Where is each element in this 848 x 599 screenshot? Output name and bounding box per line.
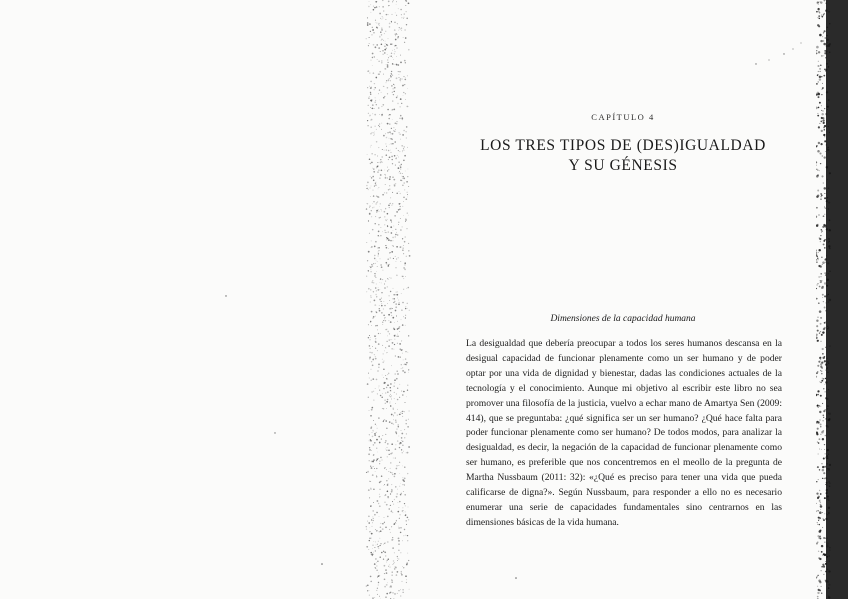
body-paragraph: La desigualdad que debería preocupar a todos los seres humanos descansa en la desigual capacidad de funcionar plenamente como un ser humano y de poder optar por una vida de dignidad y bienestar, dadas las condiciones actuales de la tecnología y el conocimiento. Aunque mi objetivo al escribir este libro no sea promover una filosofía de la justicia, vuelvo a echar mano de Amartya Sen (2009: 414), que se preguntaba: ¿qué significa ser un ser humano? ¿Qué hace falta para poder funcionar plenamente como ser humano? De todos modos, para analizar la desigualdad, es decir, la negación de la capacidad de funcionar plenamente como ser humano, es preferible que nos concentremos en el meollo de la pregunta de Martha Nussbaum (2011: 32): «¿Qué es preciso para tener una vida que pueda calificarse de digna?». Según Nussbaum, para responder a ello no es necesario enumerar una serie de capacidades fundamentales sino centrarnos en las dimensiones básicas de la vida humana. bbox=[466, 338, 782, 528]
section-heading: Dimensiones de la capacidad humana bbox=[550, 314, 696, 324]
chapter-title-line-2: Y SU GÉNESIS bbox=[568, 157, 678, 174]
body-text bbox=[466, 337, 782, 531]
right-page bbox=[458, 0, 788, 599]
chapter-label: CAPÍTULO 4 bbox=[591, 112, 655, 122]
chapter-title bbox=[458, 136, 788, 176]
chapter-title-line-1: LOS TRES TIPOS DE (DES)IGUALDAD bbox=[480, 137, 766, 154]
